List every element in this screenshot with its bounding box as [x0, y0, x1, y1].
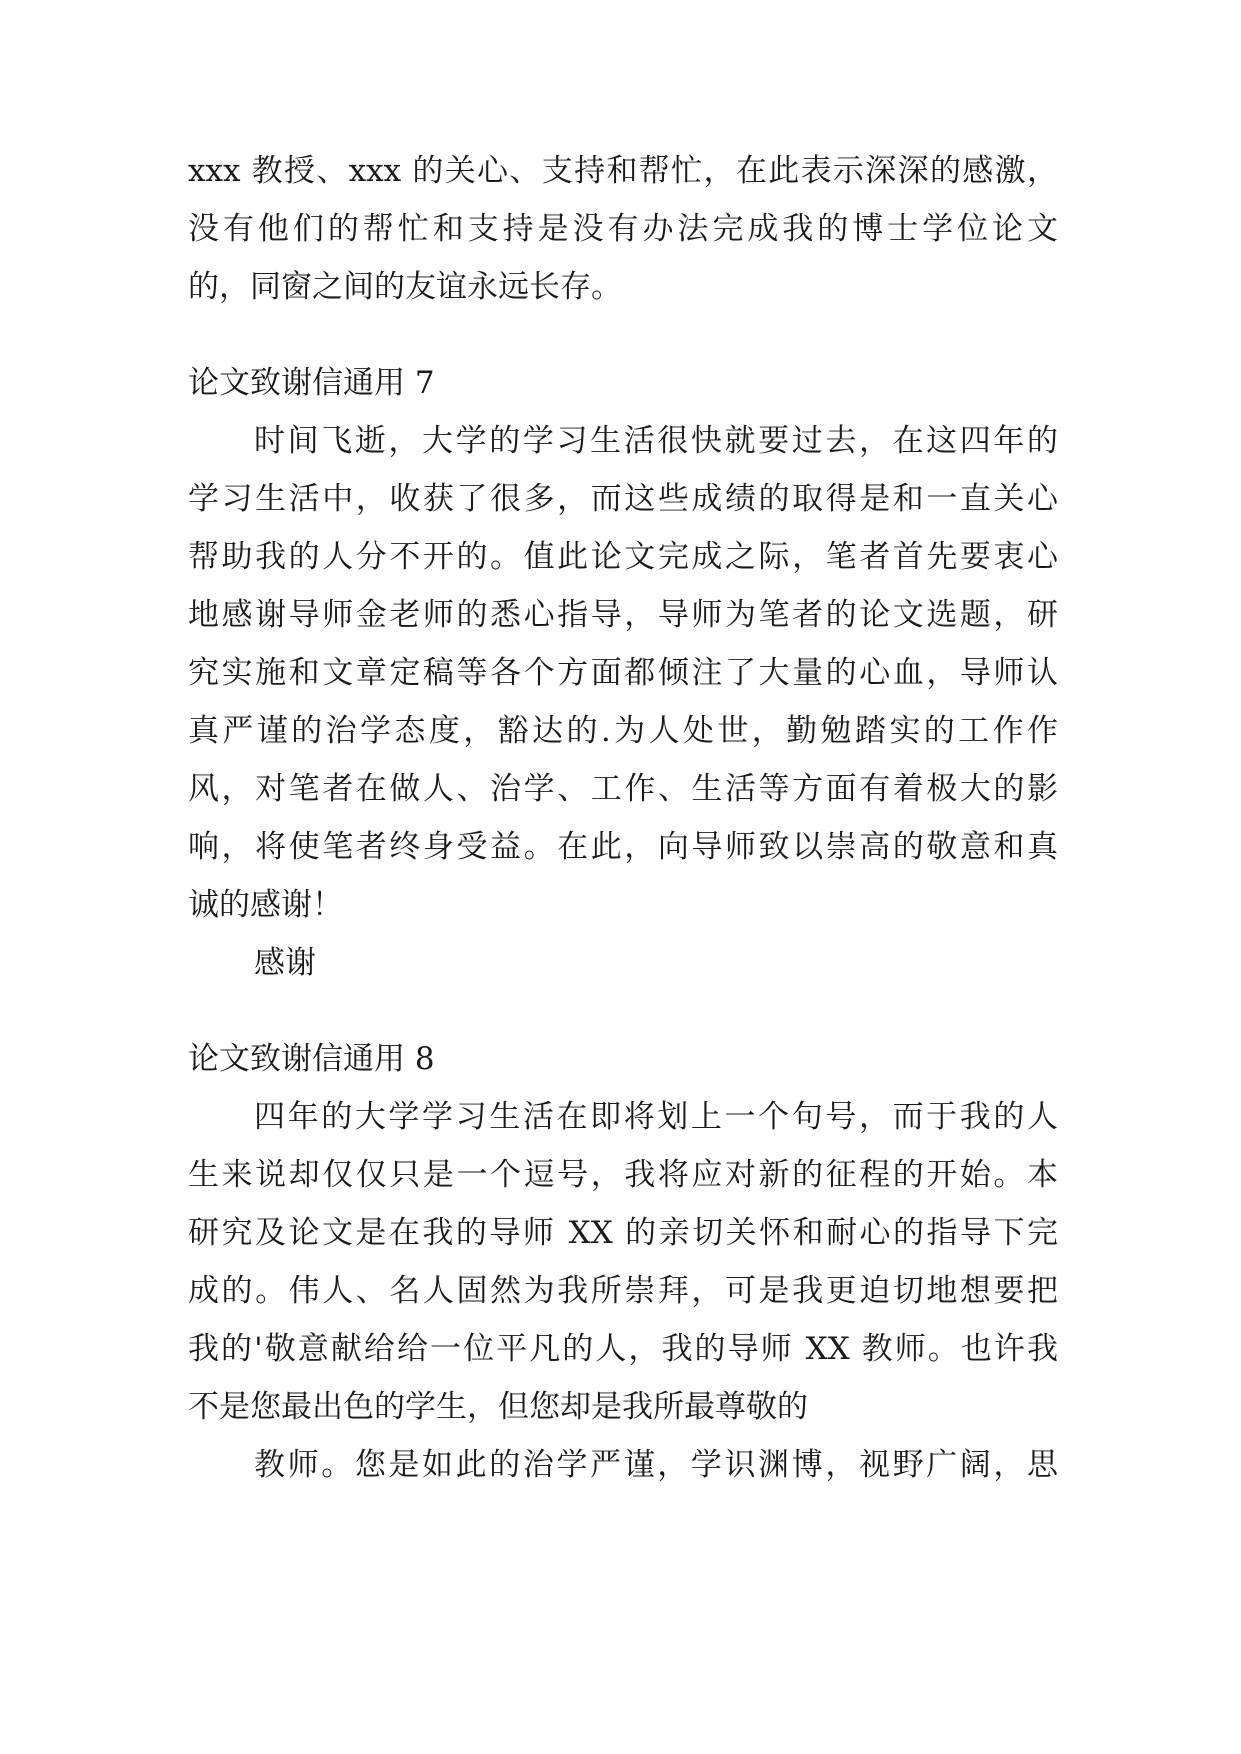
paragraph-line: 时间飞逝，大学的学习生活很快就要过去，在这四年的: [254, 423, 1058, 459]
section-heading-7: 论文致谢信通用 7: [188, 365, 435, 401]
paragraph-line: xxx 教授、xxx 的关心、支持和帮忙，在此表示深深的感激，: [188, 153, 1058, 189]
paragraph-line: 不是您最出色的学生，但您却是我所最尊敬的: [188, 1389, 808, 1425]
paragraph-line: 响，将使笔者终身受益。在此，向导师致以崇高的敬意和真: [188, 829, 1058, 865]
paragraph-line: 风，对笔者在做人、治学、工作、生活等方面有着极大的影: [188, 771, 1058, 807]
paragraph-line: 研究及论文是在我的导师 XX 的亲切关怀和耐心的指导下完: [188, 1215, 1058, 1251]
closing-text: 感谢: [254, 945, 316, 981]
paragraph-line: 的，同窗之间的友谊永远长存。: [188, 269, 622, 305]
paragraph-line: 生来说却仅仅只是一个逗号，我将应对新的征程的开始。本: [188, 1157, 1058, 1193]
paragraph-line: 真严谨的治学态度，豁达的.为人处世，勤勉踏实的工作作: [188, 713, 1058, 749]
paragraph-line: 地感谢导师金老师的悉心指导，导师为笔者的论文选题，研: [188, 597, 1058, 633]
section-heading-8: 论文致谢信通用 8: [188, 1041, 435, 1077]
paragraph-line: 四年的大学学习生活在即将划上一个句号，而于我的人: [254, 1099, 1058, 1135]
paragraph-line: 没有他们的帮忙和支持是没有办法完成我的博士学位论文: [188, 211, 1058, 247]
paragraph-line: 究实施和文章定稿等各个方面都倾注了大量的心血，导师认: [188, 655, 1058, 691]
paragraph-line: 我的'敬意献给给一位平凡的人，我的导师 XX 教师。也许我: [188, 1331, 1058, 1367]
paragraph-line: 教师。您是如此的治学严谨，学识渊博，视野广阔，思: [254, 1447, 1058, 1483]
paragraph-line: 成的。伟人、名人固然为我所崇拜，可是我更迫切地想要把: [188, 1273, 1058, 1309]
paragraph-line: 学习生活中，收获了很多，而这些成绩的取得是和一直关心: [188, 481, 1058, 517]
paragraph-line: 诚的感谢！: [188, 887, 343, 923]
paragraph-line: 帮助我的人分不开的。值此论文完成之际，笔者首先要衷心: [188, 539, 1058, 575]
